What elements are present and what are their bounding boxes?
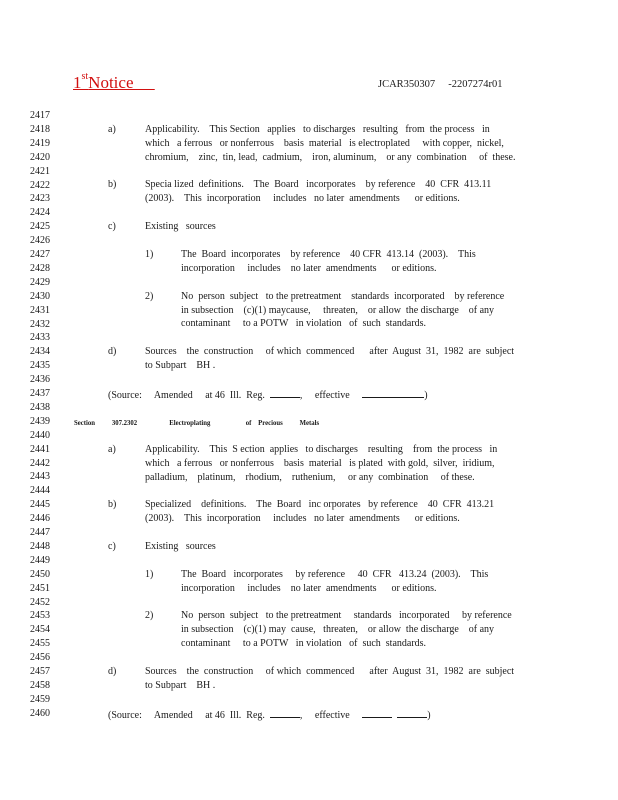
line-number: 2439 (30, 415, 50, 427)
text-line: (2003). This incorporation includes no later amendments or editions. (145, 193, 460, 204)
register-blank (270, 388, 300, 398)
register-blank (270, 708, 300, 718)
line-number: 2426 (30, 235, 50, 247)
text-line: The Board incorporates by reference 40 CFR 413.24 (2003). This (181, 569, 489, 580)
source-note (108, 388, 428, 402)
text-line: to Subpart BH . (145, 360, 216, 371)
subsection-label: d) (108, 346, 117, 357)
text-line: No person subject to the pretreatment standards incorporated by reference (181, 291, 505, 302)
source-close: ) (424, 390, 428, 401)
paragraph-label: 2) (145, 291, 154, 302)
line-number: 2443 (30, 471, 50, 483)
line-number: 2460 (30, 707, 50, 719)
effective-text: , effective (299, 390, 350, 401)
source-close: ) (427, 710, 431, 721)
source-text: (Source: Amended at 46 Ill. Reg. (108, 710, 265, 721)
line-number: 2427 (30, 249, 50, 260)
paragraph-label: 2) (145, 610, 154, 621)
text-line: incorporation includes no later amendments or editions. (181, 583, 437, 594)
text-line: in subsection (c)(1) may cause, threaten, or allow the discharge of any (181, 624, 495, 635)
effective-text: , effective (299, 710, 350, 721)
text-line: chromium, zinc, tin, lead, cadmium, iron, aluminum, or any combination of these. (145, 152, 516, 163)
subsection-label: c) (108, 541, 116, 552)
text-line: to Subpart BH . (145, 680, 216, 691)
line-number: 2422 (30, 179, 50, 191)
text-line: No person subject to the pretreatment standards incorporated by reference (181, 610, 512, 621)
line-number: 2434 (30, 346, 50, 358)
source-note (108, 708, 431, 722)
line-number: 2435 (30, 360, 50, 372)
text-line: in subsection (c)(1) maycause, threaten, or allow the discharge of any (181, 305, 495, 316)
text-line: (2003). This incorporation includes no later amendments or editions. (145, 513, 460, 524)
line-number: 2442 (30, 457, 50, 469)
text-line: contaminant to a POTW in violation of such standards. (181, 318, 427, 329)
line-number: 2446 (30, 513, 50, 525)
text-line: The Board incorporates by reference 40 CFR 413.14 (2003). This (181, 249, 476, 260)
effective-date-blank (362, 708, 392, 718)
line-number: 2441 (30, 443, 50, 455)
line-number: 2419 (30, 137, 50, 149)
line-number: 2428 (30, 262, 50, 274)
notice-prefix: 1 (73, 73, 82, 92)
line-number: 2448 (30, 540, 50, 552)
line-number: 2454 (30, 624, 50, 636)
text-line: Specialized definitions. The Board inc orporates by reference 40 CFR 413.21 (145, 499, 495, 510)
line-number: 2424 (30, 207, 50, 219)
text-line: Existing sources (145, 221, 216, 232)
line-number: 2449 (30, 554, 50, 566)
line-number: 2455 (30, 638, 50, 650)
line-number: 2437 (30, 388, 50, 399)
line-number: 2423 (30, 193, 50, 205)
line-number: 2430 (30, 290, 50, 302)
text-line: incorporation includes no later amendments or editions. (181, 263, 437, 274)
line-number: 2417 (30, 110, 50, 121)
text-line: which a ferrous or nonferrous basis material is plated with gold, silver, iridium, (145, 458, 495, 469)
text-line: which a ferrous or nonferrous basis material is electroplated with copper, nickel, (145, 138, 504, 149)
line-number: 2458 (30, 679, 50, 691)
text-line: Specia lized definitions. The Board incorporates by reference 40 CFR 413.11 (145, 179, 492, 190)
line-number: 2457 (30, 666, 50, 677)
effective-date-blank (397, 708, 427, 718)
line-number: 2445 (30, 499, 50, 511)
notice-superscript: st (81, 71, 89, 82)
section-heading: Section 307.2302 Electroplating of Precious Metals (74, 418, 320, 427)
line-number: 2440 (30, 429, 50, 441)
subsection-label: d) (108, 666, 117, 677)
subsection-label: a) (108, 124, 116, 135)
line-number: 2418 (30, 123, 50, 135)
line-number: 2444 (30, 485, 50, 497)
line-number: 2425 (30, 221, 50, 233)
line-number: 2421 (30, 165, 50, 177)
line-number: 2432 (30, 318, 50, 330)
line-number: 2431 (30, 304, 50, 316)
text-line: palladium, platinum, rhodium, ruthenium, or any combination of these. (145, 472, 475, 483)
line-number: 2450 (30, 568, 50, 580)
subsection-label: b) (108, 499, 117, 510)
line-number: 2452 (30, 596, 50, 608)
line-number: 2447 (30, 527, 50, 538)
text-line: Sources the construction of which commenced after August 31, 1982 are subject (145, 346, 515, 357)
effective-date-blank (362, 388, 424, 398)
line-number: 2453 (30, 610, 50, 622)
line-number: 2436 (30, 374, 50, 386)
text-line: Sources the construction of which commenced after August 31, 1982 are subject (145, 666, 515, 677)
line-number: 2438 (30, 401, 50, 413)
text-line: Applicability. This S ection applies to discharges resulting from the process in (145, 444, 498, 455)
line-number: 2459 (30, 693, 50, 705)
paragraph-label: 1) (145, 249, 154, 260)
notice-word: Notice (88, 73, 134, 92)
text-line: contaminant to a POTW in violation of such standards. (181, 638, 427, 649)
line-number: 2420 (30, 151, 50, 163)
subsection-label: a) (108, 444, 116, 455)
paragraph-label: 1) (145, 569, 154, 580)
line-number: 2433 (30, 332, 50, 344)
source-text: (Source: Amended at 46 Ill. Reg. (108, 390, 265, 401)
line-number: 2451 (30, 582, 50, 594)
jcar-code: JCAR350307 -2207274r01 (378, 79, 503, 90)
line-number: 2456 (30, 652, 50, 664)
text-line: Existing sources (145, 541, 216, 552)
line-number: 2429 (30, 276, 50, 288)
text-line: Applicability. This Section applies to discharges resulting from the process in (145, 124, 490, 135)
subsection-label: c) (108, 221, 116, 232)
subsection-label: b) (108, 179, 117, 190)
